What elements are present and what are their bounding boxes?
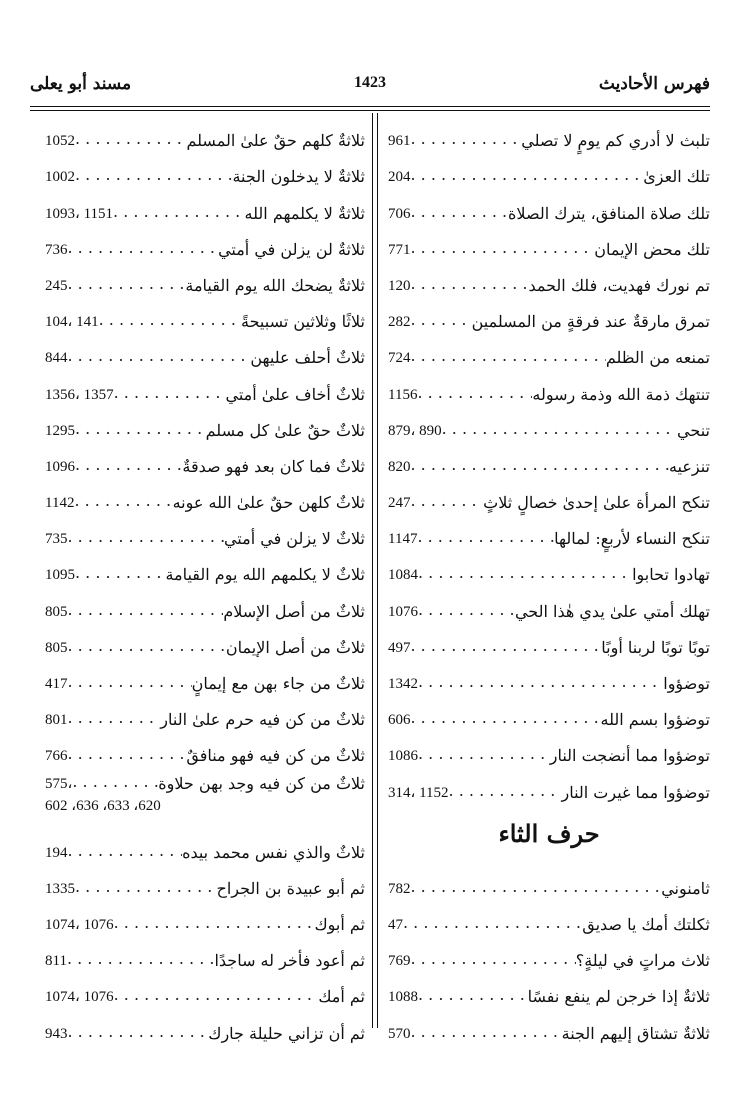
- leader-dots: [114, 912, 315, 936]
- leader-dots: [411, 164, 644, 188]
- leader-dots: [68, 237, 219, 261]
- entry-refs: 879، 890: [388, 422, 442, 439]
- index-entry: [388, 936, 710, 972]
- page-header: [30, 70, 710, 100]
- leader-dots: [411, 454, 669, 478]
- header-rule: [30, 106, 710, 107]
- index-entry: [45, 333, 365, 369]
- leader-dots: [442, 418, 677, 442]
- index-entry: [45, 659, 365, 695]
- leader-dots: [411, 1021, 562, 1045]
- entry-refs: 1295: [45, 422, 75, 439]
- leader-dots: [113, 201, 244, 225]
- entry-refs: 771: [388, 241, 411, 258]
- index-entry: [388, 297, 710, 333]
- index-entry: [45, 514, 365, 550]
- entry-refs: 1002: [45, 169, 75, 186]
- leader-dots: [68, 345, 251, 369]
- entry-text: ثلاثًا وثلاثين تسبيحةً: [241, 312, 365, 332]
- entry-text: ثلاثةٌ إذا خرجن لم ينفع نفسًا: [527, 987, 710, 1007]
- leader-dots: [68, 707, 161, 731]
- entry-text: ثلاثٌ من كن فيه حرم علىٰ النار: [160, 710, 365, 730]
- leader-dots: [418, 984, 528, 1008]
- entry-refs: 575،: [45, 776, 73, 793]
- entry-refs: 820: [388, 458, 411, 475]
- entry-text: ثلاثٌ من كن فيه فهو منافقٌ: [186, 746, 365, 766]
- index-entry: [388, 586, 710, 622]
- entry-text: ثلاثةٌ لن يزلن في أمتي: [218, 239, 365, 259]
- header-rule-thin: [30, 110, 710, 111]
- entry-text: تم نورك فهديت، فلك الحمد: [528, 275, 710, 295]
- entry-refs: 1076: [388, 603, 418, 620]
- right-column: [388, 116, 710, 1045]
- index-entry: [45, 478, 365, 514]
- leader-dots: [75, 164, 232, 188]
- entry-text: تمنعه من الظلم: [605, 348, 710, 368]
- leader-dots: [418, 599, 515, 623]
- entry-text: ثم أبو عبيدة بن الجراح: [216, 878, 365, 898]
- index-entry: [45, 731, 365, 767]
- entry-text: تهادوا تحابوا: [632, 565, 710, 585]
- index-entry: [388, 152, 710, 188]
- leader-dots: [68, 671, 192, 695]
- entry-refs: 1095: [45, 567, 75, 584]
- leader-dots: [114, 984, 319, 1008]
- index-entry: [388, 623, 710, 659]
- leader-dots: [411, 237, 595, 261]
- index-entry: [45, 695, 365, 731]
- entry-text: ثلاثٌ والذي نفس محمد بيده: [182, 842, 365, 862]
- index-entry: [388, 731, 710, 767]
- entry-text: تهلك أمتي علىٰ يدي هٰذا الحي: [514, 601, 710, 621]
- entry-refs: 417: [45, 676, 68, 692]
- entry-text: ثلاثٌ من كن فيه وجد بهن حلاوة: [158, 774, 365, 794]
- leader-dots: [411, 948, 576, 972]
- entry-refs: 961: [388, 133, 411, 150]
- entry-text: ثلاثةٌ لا يدخلون الجنة: [232, 167, 365, 187]
- entry-refs: 736: [45, 241, 68, 258]
- entry-refs: 1147: [388, 531, 418, 548]
- entry-refs: 805: [45, 639, 68, 656]
- entry-refs: 1142: [45, 495, 75, 512]
- entry-refs: 1335: [45, 880, 75, 897]
- index-entry: [388, 188, 710, 224]
- header-book-title: مسند أبو يعلى: [30, 74, 132, 94]
- index-entry: [388, 659, 710, 695]
- entry-refs: 120: [388, 277, 411, 294]
- entry-text: ثلاثةٌ كلهم حقٌ علىٰ المسلم: [186, 131, 365, 151]
- entry-text: ثم أبوك: [314, 914, 365, 934]
- entry-text: ثلاثةٌ لا يكلمهم الله: [244, 203, 365, 223]
- index-entry: [388, 406, 710, 442]
- entry-text: تنحي: [677, 420, 710, 440]
- index-entry: [45, 550, 365, 586]
- leader-dots: [418, 671, 663, 695]
- index-entry: [45, 116, 365, 152]
- leader-dots: [418, 743, 550, 767]
- entry-refs: 570: [388, 1025, 411, 1042]
- entry-refs: 47: [388, 916, 403, 933]
- index-entry: [388, 972, 710, 1008]
- entry-text: ثلاثٌ كلهن حقٌ علىٰ الله عونه: [172, 493, 365, 513]
- left-column: [45, 116, 365, 1045]
- entry-text: ثلاثٌ لا يزلن في أمتي: [223, 529, 365, 549]
- entry-text: تنكح المرأة علىٰ إحدىٰ خصالٍ ثلاثٍ: [483, 493, 710, 513]
- index-entry: [45, 442, 365, 478]
- entry-refs: 769: [388, 953, 411, 970]
- entry-text: تنزعيه: [668, 456, 710, 476]
- entry-refs: 497: [388, 639, 411, 656]
- entry-text: ثلاثةٌ تشتاق إليهم الجنة: [561, 1023, 710, 1043]
- leader-dots: [449, 780, 562, 804]
- leader-dots: [411, 309, 472, 333]
- index-entry: [45, 586, 365, 622]
- entry-refs: 247: [388, 495, 411, 512]
- entry-text: ثلاثٌ أحلف عليهن: [250, 348, 365, 368]
- index-entry: [45, 297, 365, 333]
- index-entry: [45, 406, 365, 442]
- entry-text: تنتهك ذمة الله وذمة رسوله: [532, 384, 710, 404]
- index-entry: [388, 864, 710, 900]
- entry-text: ثم أعود فأخر له ساجدًا: [214, 951, 365, 971]
- entry-refs: 245: [45, 277, 68, 294]
- entry-text: تمرق مارقةٌ عند فرقةٍ من المسلمين: [471, 312, 710, 332]
- entry-text: توضؤوا: [663, 674, 710, 693]
- entry-text: تلك العزىٰ: [643, 167, 710, 187]
- index-entry: [388, 900, 710, 936]
- leader-dots: [411, 635, 602, 659]
- entry-refs: 606: [388, 712, 411, 729]
- index-entry: [45, 152, 365, 188]
- entry-refs: 1074، 1076: [45, 989, 114, 1006]
- leader-dots: [67, 948, 215, 972]
- entry-refs: 706: [388, 205, 411, 222]
- entry-refs-continued: 602 ،636 ،633 ،620: [45, 798, 161, 815]
- leader-dots: [411, 128, 522, 152]
- entry-text: توبًا توبًا لربنا أوبًا: [601, 637, 710, 657]
- leader-dots: [68, 273, 186, 297]
- index-entry: [388, 442, 710, 478]
- index-entry: [388, 767, 710, 803]
- leader-dots: [68, 526, 224, 550]
- leader-dots: [114, 382, 226, 406]
- entry-refs: 782: [388, 880, 411, 897]
- index-entry: [45, 936, 365, 972]
- index-entry: [388, 369, 710, 405]
- leader-dots: [74, 490, 172, 514]
- entry-text: ثلاثٌ حقٌ علىٰ كل مسلم: [205, 420, 365, 440]
- leader-dots: [411, 345, 606, 369]
- leader-dots: [417, 382, 532, 406]
- leader-dots: [417, 526, 554, 550]
- leader-dots: [75, 454, 182, 478]
- page-number: 1423: [354, 74, 386, 91]
- entry-text: تلك صلاة المنافق، يترك الصلاة: [508, 203, 710, 223]
- index-entry: [45, 972, 365, 1008]
- entry-text: ثم أن تزاني حليلة جارك: [208, 1023, 365, 1043]
- entry-refs: 1074، 1076: [45, 916, 114, 933]
- entry-refs: 811: [45, 953, 67, 970]
- entry-refs: 194: [45, 844, 68, 861]
- leader-dots: [418, 562, 632, 586]
- index-entry: [45, 188, 365, 224]
- entry-text: ثلاثٌ أخاف علىٰ أمتي: [225, 384, 365, 404]
- entry-refs: 735: [45, 531, 68, 548]
- entry-text: ثامنوني: [661, 878, 710, 898]
- leader-dots: [411, 876, 662, 900]
- entry-text: تلك محض الإيمان: [594, 239, 710, 259]
- index-entry: [388, 261, 710, 297]
- entry-text: ثلاثٌ فما كان بعد فهو صدقةٌ: [182, 456, 365, 476]
- entry-text: ثلاثٌ من أصل الإيمان: [225, 637, 365, 657]
- entry-refs: 1156: [388, 386, 418, 403]
- index-entry: [388, 695, 710, 731]
- entry-text: توضؤوا بسم الله: [600, 710, 710, 730]
- index-entry: [388, 333, 710, 369]
- index-entry: [388, 225, 710, 261]
- entry-text: ثلاثٌ من جاء بهن مع إيمانٍ: [191, 674, 365, 693]
- entry-refs: 1342: [388, 676, 418, 692]
- entry-text: تلبث لا أدري كم يومٍ لا تصلي: [521, 131, 710, 151]
- entry-refs: 724: [388, 350, 411, 367]
- leader-dots: [75, 876, 217, 900]
- index-entry: [45, 864, 365, 900]
- entry-refs: 1088: [388, 989, 418, 1006]
- leader-dots: [411, 707, 601, 731]
- header-index-title: فهرس الأحاديث: [598, 74, 710, 94]
- leader-dots: [411, 273, 529, 297]
- index-entry: [45, 369, 365, 405]
- entry-text: تنكح النساء لأربعٍ: لمالها: [554, 529, 710, 549]
- leader-dots: [411, 201, 509, 225]
- entry-refs: 1086: [388, 748, 418, 765]
- entry-text: توضؤوا مما غيرت النار: [561, 782, 710, 802]
- column-divider: [372, 113, 378, 1028]
- entry-text: توضؤوا مما أنضجت النار: [549, 746, 710, 766]
- leader-dots: [68, 840, 183, 864]
- entry-refs: 1356، 1357: [45, 386, 114, 403]
- leader-dots: [68, 1021, 209, 1045]
- leader-dots: [99, 309, 241, 333]
- leader-dots: [411, 490, 484, 514]
- entry-refs: 1084: [388, 567, 418, 584]
- leader-dots: [75, 128, 186, 152]
- entry-refs: 1096: [45, 458, 75, 475]
- index-entry: [45, 900, 365, 936]
- entry-refs: 801: [45, 712, 68, 729]
- leader-dots: [72, 771, 158, 795]
- index-entry: [388, 478, 710, 514]
- leader-dots: [68, 743, 187, 767]
- leader-dots: [75, 418, 206, 442]
- entry-refs: 943: [45, 1025, 68, 1042]
- index-entry: [388, 1008, 710, 1044]
- entry-refs: 282: [388, 314, 411, 331]
- leader-dots: [403, 912, 582, 936]
- entry-refs: 766: [45, 748, 68, 765]
- leader-dots: [68, 599, 224, 623]
- entry-refs: 204: [388, 169, 411, 186]
- index-entry: [388, 550, 710, 586]
- entry-refs: 844: [45, 350, 68, 367]
- entry-text: ثلاثٌ لا يكلمهم الله يوم القيامة: [165, 565, 365, 585]
- leader-dots: [75, 562, 165, 586]
- index-entry: [45, 1008, 365, 1044]
- entry-text: ثلاث مراتٍ في ليلةٍ؟: [575, 951, 710, 971]
- index-entry: [388, 116, 710, 152]
- entry-refs: 1093، 1151: [45, 205, 114, 222]
- leader-dots: [68, 635, 226, 659]
- index-entry: [45, 261, 365, 297]
- entry-refs: 314، 1152: [388, 784, 449, 801]
- entry-text: ثلاثٌ من أصل الإسلام: [223, 601, 365, 621]
- entry-refs: 805: [45, 603, 68, 620]
- section-heading: حرف الثاء: [498, 819, 600, 849]
- index-entry: [388, 514, 710, 550]
- entry-text: ثلاثةٌ يضحك الله يوم القيامة: [185, 275, 365, 295]
- entry-text: ثم أمك: [318, 987, 365, 1007]
- index-entry: [45, 225, 365, 261]
- entry-text: ثكلتك أمك يا صديق: [582, 914, 710, 934]
- index-entry: [45, 827, 365, 863]
- index-entry: [45, 623, 365, 659]
- entry-refs: 104، 141: [45, 314, 99, 331]
- index-entry: [45, 767, 365, 795]
- entry-refs: 1052: [45, 133, 75, 150]
